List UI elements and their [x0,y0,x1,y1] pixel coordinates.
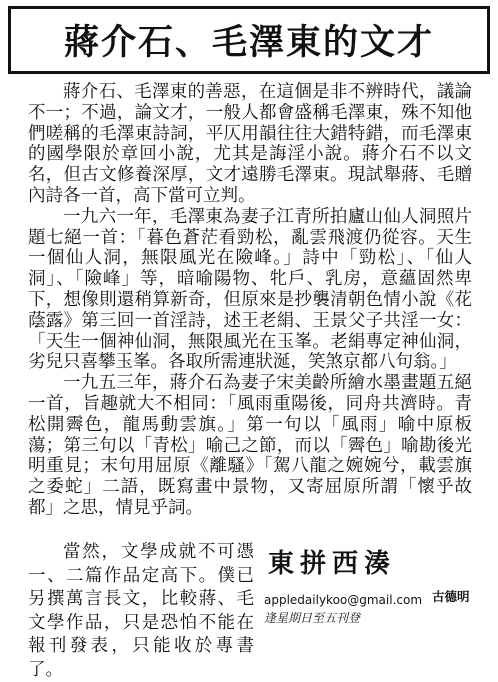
author-email: appledailykoo@gmail.com [264,593,423,607]
article-body [28,82,472,519]
title-frame [8,6,490,74]
author-name: 古德明 [432,589,470,604]
publication-schedule: 逢星期日至五刊登 [264,611,361,625]
paragraph: 蔣介石、毛澤東的善惡，在這個是非不辨時代，議論不一；不過，論文才，一般人都會盛稱毛澤東，殊不知他們嗟稱的毛澤東詩詞，平仄用韻往往大錯特錯，而毛澤東的國學限於章回小說，尤其是誨淫小說。蔣介石不以文名，但古文修養深厚，文才遠勝毛澤東。現試舉蔣、毛贈內詩各一首，高下當可立判。 [28,82,472,206]
closing-paragraph: 當然，文學成就不可憑一、二篇作品定高下。僕已另撰萬言長文，比較蔣、毛文學作品，只是恐怕不能在報刊發表，只能收於專書了。 [28,542,254,680]
column-signature [262,539,472,629]
paragraph: 一九五三年，蔣介石為妻子宋美齡所繪水墨畫題五絕一首，旨趣就大不相同：「風雨重陽後，同舟共濟時。青松開霽色，龍馬動雲旗。」第一句以「風雨」喻中原板蕩；第三句以「青松」喻己之節，而以「霽色」喻勘後光明重見；末句用屈原《離騷》「駕八龍之婉婉兮，載雲旗之委蛇」二語，既寫畫中景物，又寄屈原所謂「懷乎故都」之思，情見乎詞。 [28,373,472,518]
article-title: 蔣介石、毛澤東的文才 [63,23,434,63]
paragraph: 一九六一年，毛澤東為妻子江青所拍廬山仙人洞照片題七絕一首：「暮色蒼茫看勁松，亂雲飛渡仍從容。天生一個仙人洞，無限風光在險峰。」詩中「勁松」、「仙人洞」、「險峰」等，暗喻陽物、牝戶、乳房，意蘊固然卑下，想像則還稍算新奇，但原來是抄襲清朝色情小說《花蔭露》第三回一首淫詩，述王老絹、王景父子共淫一女：「天生一個神仙洞，無限風光在玉峯。老絹專定神仙洞，劣兒只喜攀玉峯。各取所需連狀涎，笑煞京都八句翁。」 [28,206,472,373]
column-name: 東拼西湊 [268,549,397,579]
